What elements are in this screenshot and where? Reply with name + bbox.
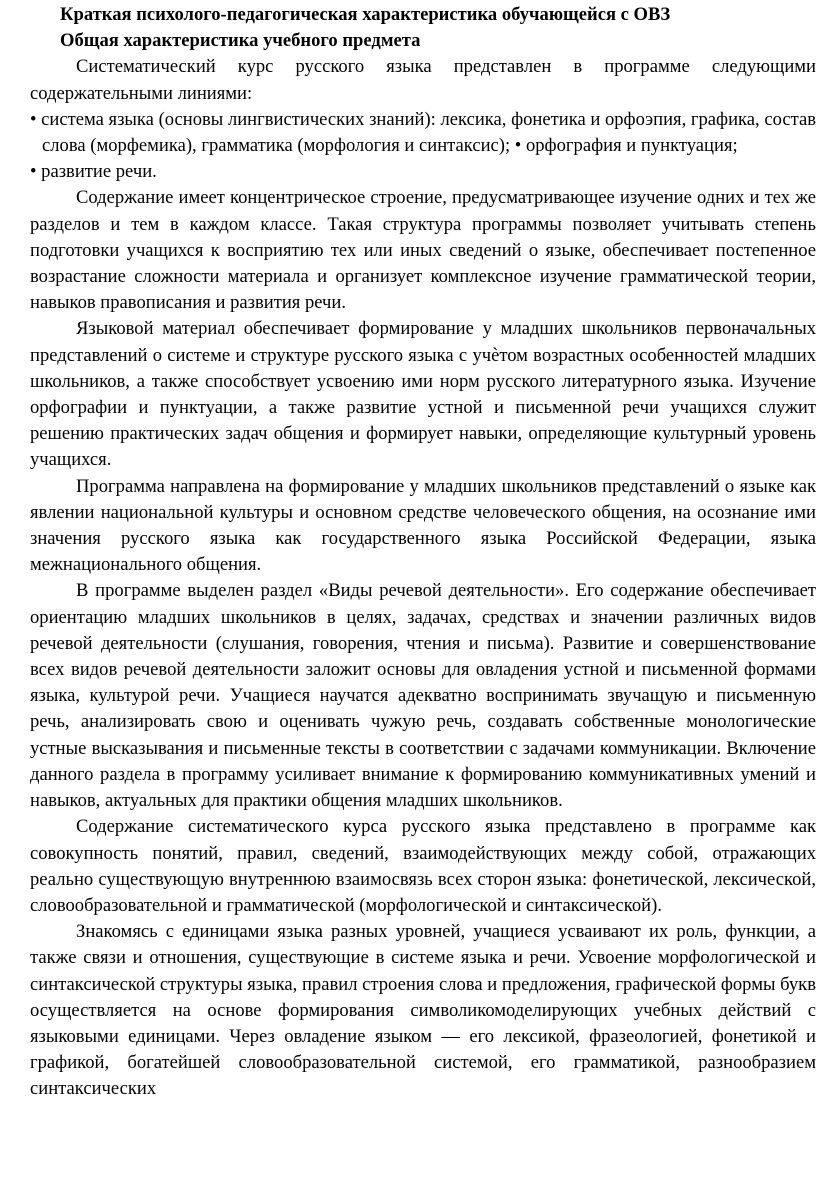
bullet-item-speech: • развитие речи. <box>30 161 157 183</box>
document-page <box>30 0 816 1103</box>
paragraph-structure: Содержание имеет концентрическое строение, предусматривающее изучение одних и тех же разделов и тем в каждом классе. Такая структура программы позволяет учитывать степень подготовки учащихся к восприятию тех или иных сведений о языке, обеспечивает постепенное возрастание сложности материала и организует комплексное изучение грамматической теории, навыков правописания и развития речи. <box>30 187 816 314</box>
paragraph-program-aims: Программа направлена на формирование у младших школьников представлений о языке как явлении национальной культуры и основном средстве человеческого общения, на осознание ими значения русского языка как государственного языка Российской Федерации, языка межнационального общения. <box>30 475 816 576</box>
paragraph-speech-activity: В программе выделен раздел «Виды речевой деятельности». Его содержание обеспечивает ориентацию младших школьников в целях, задачах, средствах и значении различных видов речевой деятельности (слушания, говорения, чтения и письма). Развитие и совершенствование всех видов речевой деятельности заложит основы для овладения устной и письменной формами языка, культурой речи. Учащиеся научатся адекватно воспринимать звучащую и письменную речь, анализировать свою и оценивать чужую речь, создавать собственные монологические устные высказывания и письменные тексты в соответствии с задачами коммуникации. Включение данного раздела в программу усиливает внимание к формированию коммуникативных умений и навыков, актуальных для практики общения младших школьников. <box>30 580 816 812</box>
paragraph-intro: Систематический курс русского языка представлен в программе следующими содержательными линиями: <box>30 56 816 104</box>
paragraph-language-material: Языковой материал обеспечивает формирование у младших школьников первоначальных представлений о системе и структуре русского языка с учѐтом возрастных особенностей младших школьников, а также способствует усвоению ими норм русского литературного языка. Изучение орфографии и пунктуации, а также развитие устной и письменной речи учащихся служит решению практических задач общения и формирует навыки, определяющие культурный уровень учащихся. <box>30 318 816 471</box>
section-title: Общая характеристика учебного предмета <box>60 30 421 52</box>
document-title: Краткая психолого-педагогическая характеристика обучающейся с ОВЗ <box>60 4 671 25</box>
paragraph-course-content: Содержание систематического курса русского языка представлено в программе как совокупность понятий, правил, сведений, взаимодействующих между собой, отражающих реально существующую внутреннюю взаимосвязь всех сторон языка: фонетической, лексической, словообразовательной и грамматической (морфологической и синтаксической). <box>30 816 816 916</box>
paragraph-language-units: Знакомясь с единицами языка разных уровней, учащиеся усваивают их роль, функции, а также связи и отношения, существующие в системе языка и речи. Усвоение морфологической и синтаксической структуры языка, правил строения слова и предложения, графической формы букв осуществляется на основе формирования символикомоделирующих учебных действий с языковыми единицами. Через овладение языком — его лексикой, фразеологией, фонетикой и графикой, богатейшей словообразовательной системой, его грамматикой, разнообразием синтаксических <box>30 921 816 1100</box>
bullet-item-language-system: • система языка (основы лингвистических знаний): лексика, фонетика и орфоэпия, графика, состав слова (морфемика), грамматика (морфология и синтаксис); • орфография и пунктуация; <box>30 108 816 157</box>
